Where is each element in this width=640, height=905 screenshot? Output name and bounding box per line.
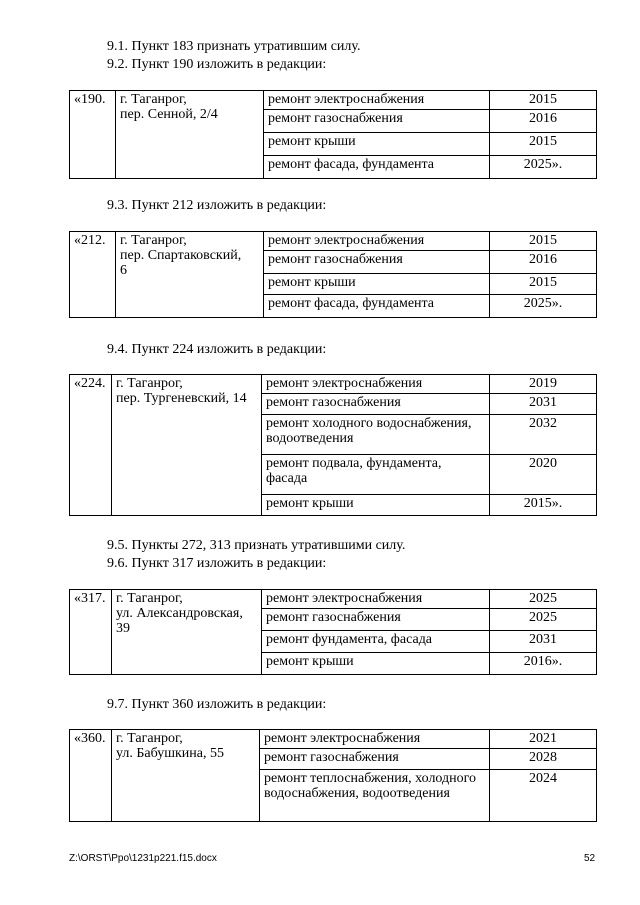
- work-type: ремонт подвала, фундамента, фасада: [262, 455, 490, 495]
- work-year: 2021: [490, 730, 597, 749]
- work-type: ремонт крыши: [262, 653, 490, 675]
- work-year: 2028: [490, 749, 597, 770]
- work-type: ремонт электроснабжения: [262, 375, 490, 394]
- item-address: г. Таганрог, пер. Спартаковский, 6: [116, 232, 264, 318]
- work-year: 2031: [490, 631, 597, 653]
- paragraph-9-3: 9.3. Пункт 212 изложить в редакции:: [107, 198, 327, 213]
- work-year: 2016: [490, 110, 597, 133]
- item-number: «212.: [70, 232, 116, 318]
- item-number: «190.: [70, 91, 116, 179]
- item-address: г. Таганрог, ул. Александровская, 39: [112, 590, 262, 675]
- page-number: 52: [584, 853, 596, 864]
- table-row: [70, 590, 597, 609]
- table-item-360: [69, 729, 597, 822]
- work-year: 2015: [490, 274, 597, 295]
- paragraph-9-4: 9.4. Пункт 224 изложить в редакции:: [107, 342, 327, 357]
- work-year: 2031: [490, 394, 597, 415]
- work-year: 2032: [490, 415, 597, 455]
- work-year: 2015: [490, 133, 597, 156]
- item-number: «224.: [70, 375, 112, 516]
- work-year: 2025: [490, 590, 597, 609]
- work-type: ремонт фасада, фундамента: [264, 295, 490, 318]
- table-row: [70, 91, 597, 110]
- work-type: ремонт газоснабжения: [264, 110, 490, 133]
- work-year: 2015».: [490, 495, 597, 516]
- table-item-190: [69, 90, 597, 179]
- work-year: 2025».: [490, 156, 597, 179]
- work-year: 2016».: [490, 653, 597, 675]
- table-item-317: [69, 589, 597, 675]
- work-type: ремонт газоснабжения: [262, 394, 490, 415]
- paragraph-9-6: 9.6. Пункт 317 изложить в редакции:: [107, 556, 327, 571]
- item-address: г. Таганрог, пер. Сенной, 2/4: [116, 91, 264, 179]
- paragraph-9-2: 9.2. Пункт 190 изложить в редакции:: [107, 57, 327, 72]
- work-type: ремонт газоснабжения: [260, 749, 490, 770]
- work-type: ремонт крыши: [264, 133, 490, 156]
- work-type: ремонт газоснабжения: [264, 251, 490, 274]
- work-year: 2025».: [490, 295, 597, 318]
- work-year: 2025: [490, 609, 597, 631]
- work-type: ремонт электроснабжения: [264, 232, 490, 251]
- item-number: «360.: [70, 730, 112, 822]
- work-year: 2024: [490, 770, 597, 822]
- table-item-224: [69, 374, 597, 516]
- work-type: ремонт теплоснабжения, холодного водоснабжения, водоотведения: [260, 770, 490, 822]
- item-address: г. Таганрог, ул. Бабушкина, 55: [112, 730, 260, 822]
- work-year: 2015: [490, 232, 597, 251]
- work-type: ремонт электроснабжения: [260, 730, 490, 749]
- work-year: 2019: [490, 375, 597, 394]
- work-type: ремонт фундамента, фасада: [262, 631, 490, 653]
- footer-file-path: Z:\ORST\Ppo\1231p221.f15.docx: [69, 853, 217, 864]
- table-row: [70, 232, 597, 251]
- work-type: ремонт фасада, фундамента: [264, 156, 490, 179]
- work-year: 2020: [490, 455, 597, 495]
- paragraph-9-1: 9.1. Пункт 183 признать утратившим силу.: [107, 39, 361, 54]
- work-type: ремонт газоснабжения: [262, 609, 490, 631]
- paragraph-9-5: 9.5. Пункты 272, 313 признать утратившими силу.: [107, 538, 406, 553]
- work-type: ремонт электроснабжения: [264, 91, 490, 110]
- table-row: [70, 730, 597, 749]
- paragraph-9-7: 9.7. Пункт 360 изложить в редакции:: [107, 697, 327, 712]
- item-number: «317.: [70, 590, 112, 675]
- table-item-212: [69, 231, 597, 318]
- work-year: 2015: [490, 91, 597, 110]
- work-type: ремонт холодного водоснабжения, водоотведения: [262, 415, 490, 455]
- work-type: ремонт крыши: [262, 495, 490, 516]
- table-row: [70, 375, 597, 394]
- work-year: 2016: [490, 251, 597, 274]
- item-address: г. Таганрог, пер. Тургеневский, 14: [112, 375, 262, 516]
- work-type: ремонт крыши: [264, 274, 490, 295]
- work-type: ремонт электроснабжения: [262, 590, 490, 609]
